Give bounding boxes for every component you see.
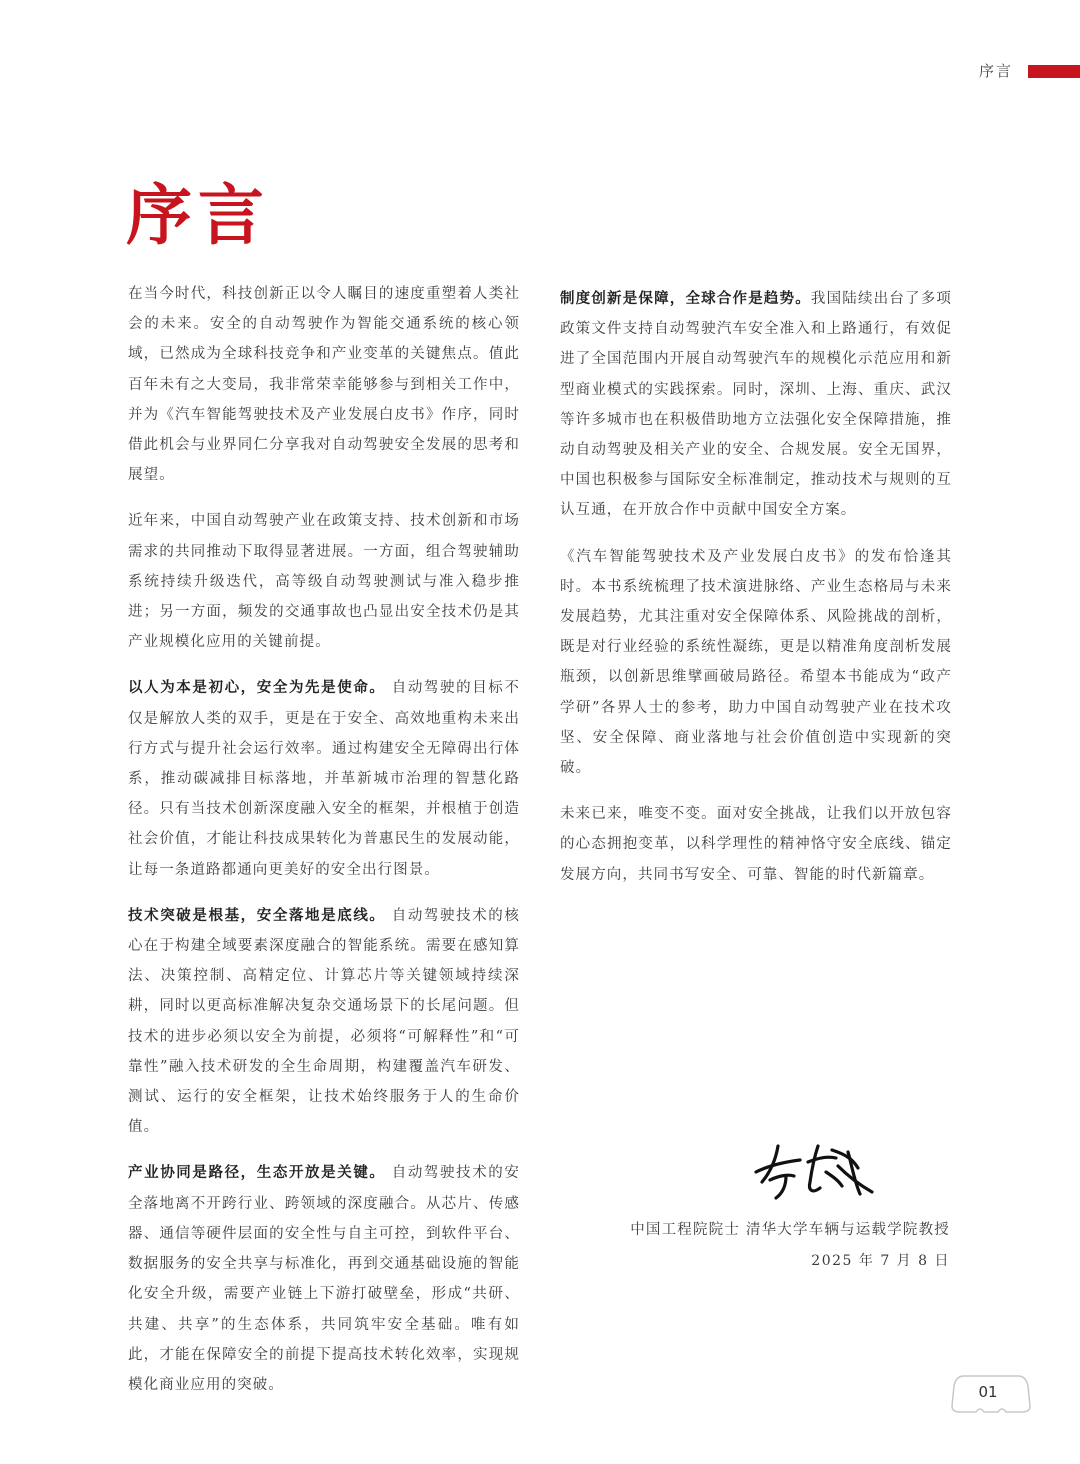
signature-title: 中国工程院院士 清华大学车辆与运载学院教授 [630,1222,950,1238]
paragraph-text: 自动驾驶的目标不仅是解放人类的双手，更是在于安全、高效地重构未来出行方式与提升社会运行效率。通过构建安全无障碍出行体系，推动碳减排目标落地，并革新城市治理的智慧化路径。只有当技术创新深度融入安全的框架，并根植于创造社会价值，才能让科技成果转化为普惠民生的发展动能，让每一条道路都通向更美好的安全出行图景。 [128,680,520,878]
paragraph-lead: 技术突破是根基，安全落地是底线。 [128,906,386,924]
page-number: 01 [978,1383,998,1401]
paragraph [128,1158,520,1400]
paragraph: 《汽车智能驾驶技术及产业发展白皮书》的发布恰逢其时。本书系统梳理了技术演进脉络、产业生态格局与未来发展趋势，尤其注重对安全保障体系、风险挑战的剖析，既是对行业经验的系统性凝练，更是以精准角度剖析发展瓶颈，以创新思维擘画破局路径。希望本书能成为“政产学研”各界人士的参考，助力中国自动驾驶产业在技术攻坚、安全保障、商业落地与社会价值创造中实现新的突破。 [560,548,952,777]
paragraph-lead: 以人为本是初心，安全为先是使命。 [128,679,386,697]
header-accent-bar-fill [1028,65,1080,78]
paragraph [128,901,520,1143]
header-accent-bar [1028,65,1080,78]
header-section-label: 序言 [979,62,1014,80]
paragraph-text: 我国陆续出台了多项政策文件支持自动驾驶汽车安全准入和上路通行，有效促进了全国范围内开展自动驾驶汽车的规模化示范应用和新型商业模式的实践探索。同时，深圳、上海、重庆、武汉等许多城市也在积极借助地方立法强化安全保障措施，推动自动驾驶及相关产业的安全、合规发展。安全无国界，中国也积极参与国际安全标准制定，推动技术与规则的互认互通，在开放合作中贡献中国安全方案。 [560,291,952,519]
paragraph [128,673,520,884]
paragraph: 近年来，中国自动驾驶产业在政策支持、技术创新和市场需求的共同推动下取得显著进展。一方面，组合驾驶辅助系统持续升级迭代，高等级自动驾驶测试与准入稳步推进；另一方面，频发的交通事故也凸显出安全技术仍是其产业规模化应用的关键前提。 [128,513,520,651]
paragraph-lead: 制度创新是保障，全球合作是趋势。 [560,290,811,307]
page-title: 序言 [126,176,270,254]
paragraph: 在当今时代，科技创新正以令人瞩目的速度重塑着人类社会的未来。安全的自动驾驶作为智能交通系统的核心领域，已然成为全球科技竞争和产业变革的关键焦点。值此百年未有之大变局，我非常荣幸能够参与到相关工作中，并为《汽车智能驾驶技术及产业发展白皮书》作序，同时借此机会与业界同仁分享我对自动驾驶安全发展的思考和展望。 [128,286,520,484]
handwritten-signature-image [748,1136,878,1206]
body-column-left [128,279,520,1416]
signature-date: 2025 年 7 月 8 日 [811,1253,950,1269]
body-column-right [560,284,952,906]
paragraph-lead: 产业协同是路径，生态开放是关键。 [128,1164,386,1182]
paragraph [560,284,952,526]
paragraph-text: 自动驾驶技术的安全落地离不开跨行业、跨领域的深度融合。从芯片、传感器、通信等硬件层面的安全性与自主可控，到软件平台、数据服务的安全共享与标准化，再到交通基础设施的智能化安全升级，需要产业链上下游打破壁垒，形成“共研、共建、共享”的生态体系，共同筑牢安全基础。唯有如此，才能在保障安全的前提下提高技术转化效率，实现规模化商业应用的突破。 [128,1165,520,1393]
paragraph: 未来已来，唯变不变。面对安全挑战，让我们以开放包容的心态拥抱变革，以科学理性的精神恪守安全底线、锚定发展方向，共同书写安全、可靠、智能的时代新篇章。 [560,806,952,883]
paragraph-text: 自动驾驶技术的核心在于构建全域要素深度融合的智能系统。需要在感知算法、决策控制、高精定位、计算芯片等关键领域持续深耕，同时以更高标准解决复杂交通场景下的长尾问题。但技术的进步必须以安全为前提，必须将“可解释性”和“可靠性”融入技术研发的全生命周期，构建覆盖汽车研发、测试、运行的安全框架，让技术始终服务于人的生命价值。 [128,907,520,1136]
